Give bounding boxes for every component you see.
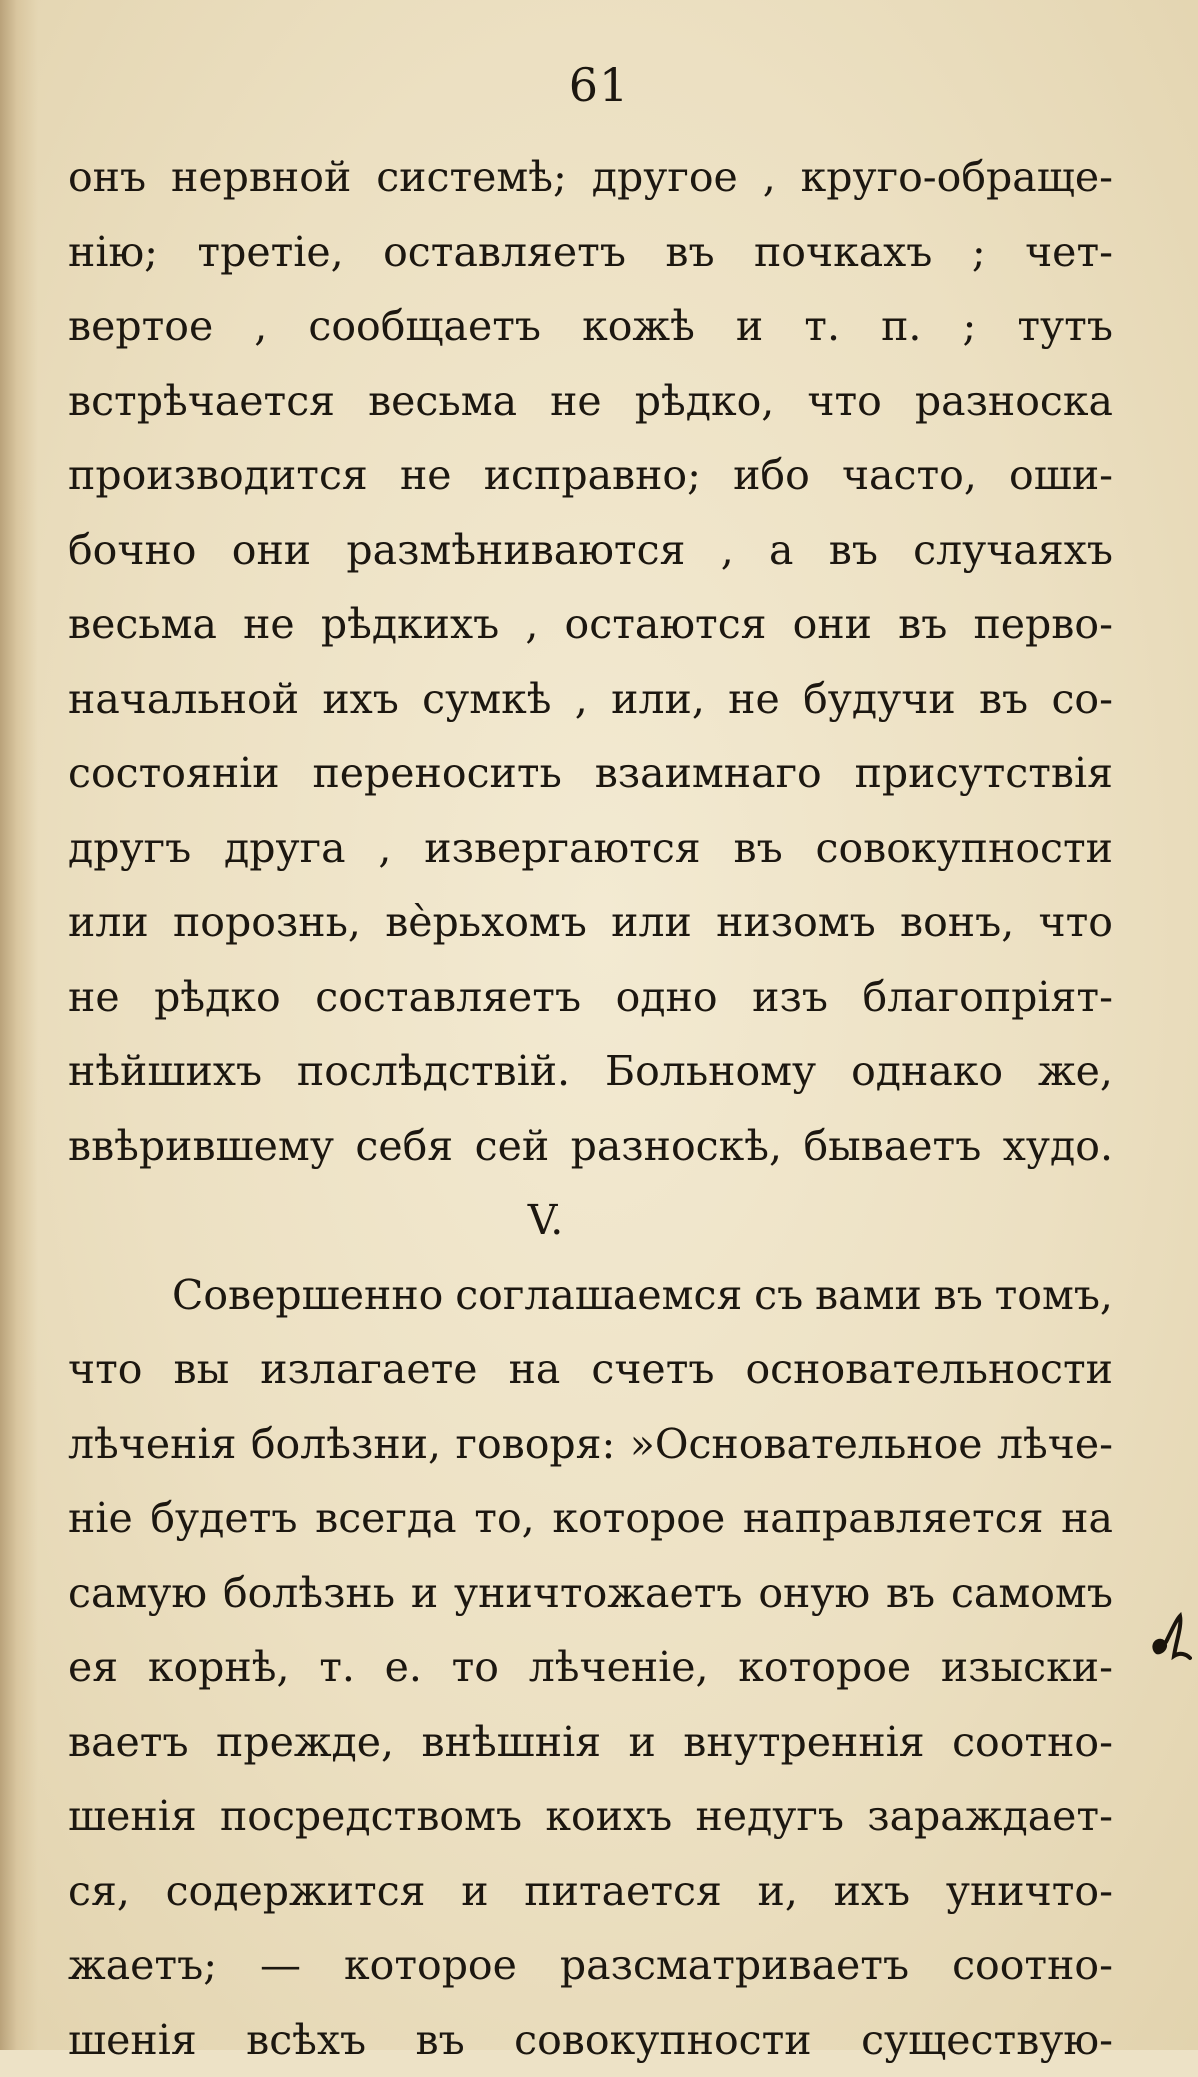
text-line: лѣченія болѣзни, говоря: »Основательное лѣче-: [68, 1407, 1113, 1482]
text-line: нію; третіе, оставляетъ въ почкахъ ; чет-: [68, 215, 1113, 290]
page-number: 61: [0, 58, 1198, 112]
text-line: Совершенно соглашаемся съ вами въ томъ,: [68, 1258, 1113, 1333]
text-line: ваетъ прежде, внѣшнія и внутреннія соотно-: [68, 1705, 1113, 1780]
text-line: встрѣчается весьма не рѣдко, что разноска: [68, 364, 1113, 439]
text-line: весьма не рѣдкихъ , остаются они въ перво-: [68, 587, 1113, 662]
text-line: жаетъ; — которое разсматриваетъ соотно-: [68, 1928, 1113, 2003]
paragraph-section-v: [68, 1258, 1113, 2077]
page-gutter-shadow: [0, 0, 38, 2050]
text-line: шенія посредствомъ коихъ недугъ зараждает-: [68, 1779, 1113, 1854]
paragraph-continued: [68, 140, 1113, 1183]
text-line: состояніи переносить взаимнаго присутствія: [68, 736, 1113, 811]
text-line: что вы излагаете на счетъ основательности: [68, 1332, 1113, 1407]
text-line: самую болѣзнь и уничтожаетъ оную въ самомъ: [68, 1556, 1113, 1631]
section-heading: V.: [68, 1183, 1113, 1258]
handwritten-ink-mark: [1146, 1612, 1192, 1672]
text-line: нѣйшихъ послѣдствій. Больному однако же,: [68, 1034, 1113, 1109]
text-line: ніе будетъ всегда то, которое направляется на: [68, 1481, 1113, 1556]
text-line: ся, содержится и питается и, ихъ уничто-: [68, 1854, 1113, 1929]
text-line: вертое , сообщаетъ кожѣ и т. п. ; тутъ: [68, 289, 1113, 364]
text-line: не рѣдко составляетъ одно изъ благопріят-: [68, 960, 1113, 1035]
text-line: начальной ихъ сумкѣ , или, не будучи въ со-: [68, 662, 1113, 737]
text-line: ея корнѣ, т. е. то лѣченіе, которое изыски-: [68, 1630, 1113, 1705]
body-text: [68, 140, 1113, 2077]
text-line: другъ друга , извергаются въ совокупности: [68, 811, 1113, 886]
text-line: или порознь, вѐрьхомъ или низомъ вонъ, что: [68, 885, 1113, 960]
text-line: шенія всѣхъ въ совокупности существую-: [68, 2003, 1113, 2077]
text-line: бочно они размѣниваются , а въ случаяхъ: [68, 513, 1113, 588]
text-line: ввѣрившему себя сей разноскѣ, бываетъ худо.: [68, 1109, 1113, 1184]
text-line: производится не исправно; ибо часто, оши-: [68, 438, 1113, 513]
text-line: онъ нервной системѣ; другое , круго-обраще-: [68, 140, 1113, 215]
